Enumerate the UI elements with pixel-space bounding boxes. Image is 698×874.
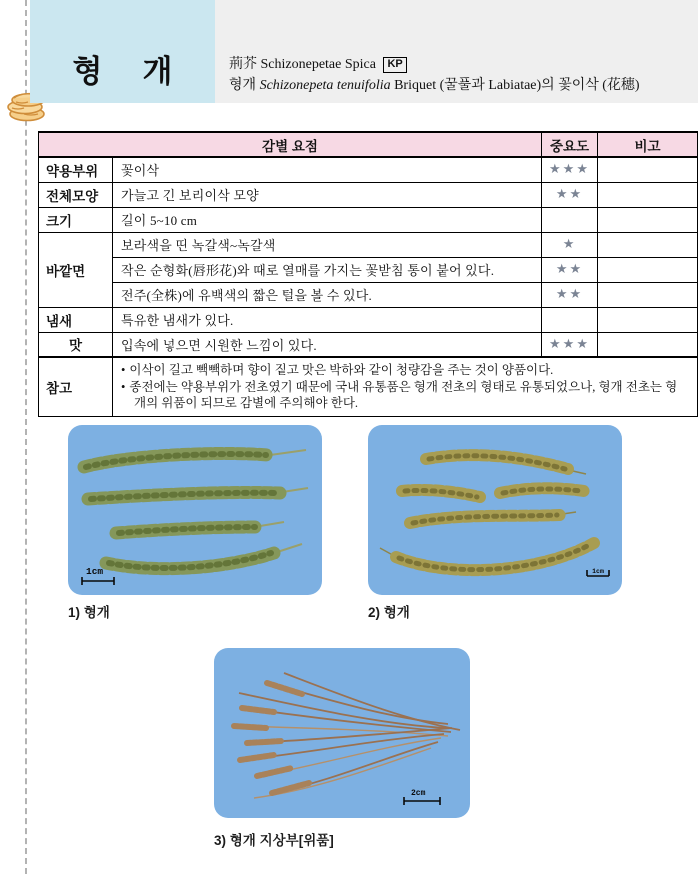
row-content: 입속에 넣으면 시원한 느낌이 있다. [113,332,542,357]
bullet-marker: • [121,379,126,394]
figure-caption-1: 1) 형개 [68,605,110,620]
importance-stars: ★★ [542,282,598,307]
row-content: 보라색을 띤 녹갈색~녹갈색 [113,232,542,257]
table-row [39,257,698,282]
latin-name-line [229,54,698,75]
page-title [73,56,173,103]
identification-table [38,131,698,417]
column-header-key-points: 감별 요점 [39,132,542,157]
importance-stars [542,307,598,332]
specimen-photo-hyeonggae-aerial-part [214,648,470,818]
table-row [39,207,698,232]
row-label-size: 크기 [39,207,113,232]
table-header-row [39,132,698,157]
column-header-note: 비고 [598,132,698,157]
note-cell [598,207,698,232]
row-label-overall-shape: 전체모양 [39,182,113,207]
importance-stars: ★★ [542,257,598,282]
note-cell [598,307,698,332]
row-content: 작은 순형화(唇形花)와 때로 열매를 가지는 꽃받침 통이 붙어 있다. [113,257,542,282]
importance-stars: ★★★ [542,157,598,182]
note-cell [598,232,698,257]
botanical-name-italic: Schizonepeta tenuifolia [259,78,391,93]
remark-content [113,357,698,416]
scale-label: 2cm [411,789,426,798]
page-margin-dashed-line [25,0,27,874]
drug-title-block [30,0,215,103]
scale-label: 1cm [592,568,604,575]
importance-stars [542,207,598,232]
scientific-name-block [215,0,698,103]
table-row [39,182,698,207]
table-row [39,282,698,307]
row-label-odor: 냄새 [39,307,113,332]
remark-bullet [121,379,689,412]
note-cell [598,257,698,282]
hanja-name: 荊芥 [229,57,257,72]
row-content: 길이 5~10 cm [113,207,542,232]
figure-caption-3: 3) 형개 지상부[위품] [214,833,334,848]
table-row [39,232,698,257]
row-label-outer-surface: 바깥면 [39,232,113,307]
remark-bullet [121,362,689,379]
latin-name: Schizonepetae Spica [260,57,376,72]
note-cell [598,182,698,207]
row-label-medicinal-part: 약용부위 [39,157,113,182]
table-row [39,307,698,332]
table-row [39,157,698,182]
remark-bullet-text: 종전에는 약용부위가 전초였기 때문에 국내 유통품은 형개 전초의 형태로 유통되었으나, 형개 전초는 형개의 위품이 되므로 감별에 주의해야 한다. [129,379,678,410]
remark-row [39,357,698,416]
origin-suffix: Briquet (꿀풀과 Labiatae)의 꽃이삭 (花穗) [394,78,640,93]
row-content: 가늘고 긴 보리이삭 모양 [113,182,542,207]
scale-label: 1cm [86,566,104,577]
remark-bullet-text: 이삭이 길고 빽빽하며 향이 짙고 맛은 박하와 같이 청량감을 주는 것이 양품이다. [129,363,554,377]
note-cell [598,332,698,357]
specimen-photo-hyeonggae-2 [368,425,622,595]
botanical-origin-line [229,75,698,96]
note-cell [598,157,698,182]
table-row [39,332,698,357]
scale-bar [404,789,440,805]
row-label-taste: 맛 [39,332,113,357]
row-content: 전주(全株)에 유백색의 짧은 털을 볼 수 있다. [113,282,542,307]
figure-caption-2: 2) 형개 [368,605,410,620]
importance-stars: ★★ [542,182,598,207]
importance-stars: ★ [542,232,598,257]
row-content: 특유한 냄새가 있다. [113,307,542,332]
title-char-2: 개 [142,54,173,89]
title-char-1: 형 [72,54,103,89]
importance-stars: ★★★ [542,332,598,357]
korean-name: 형개 [229,78,257,93]
row-label-remark: 참고 [39,357,113,416]
kp-badge: KP [383,57,406,73]
column-header-importance: 중요도 [542,132,598,157]
note-cell [598,282,698,307]
bullet-marker: • [121,363,126,377]
row-content: 꽃이삭 [113,157,542,182]
scale-bar [587,568,609,576]
specimen-photo-hyeonggae-1 [68,425,322,595]
